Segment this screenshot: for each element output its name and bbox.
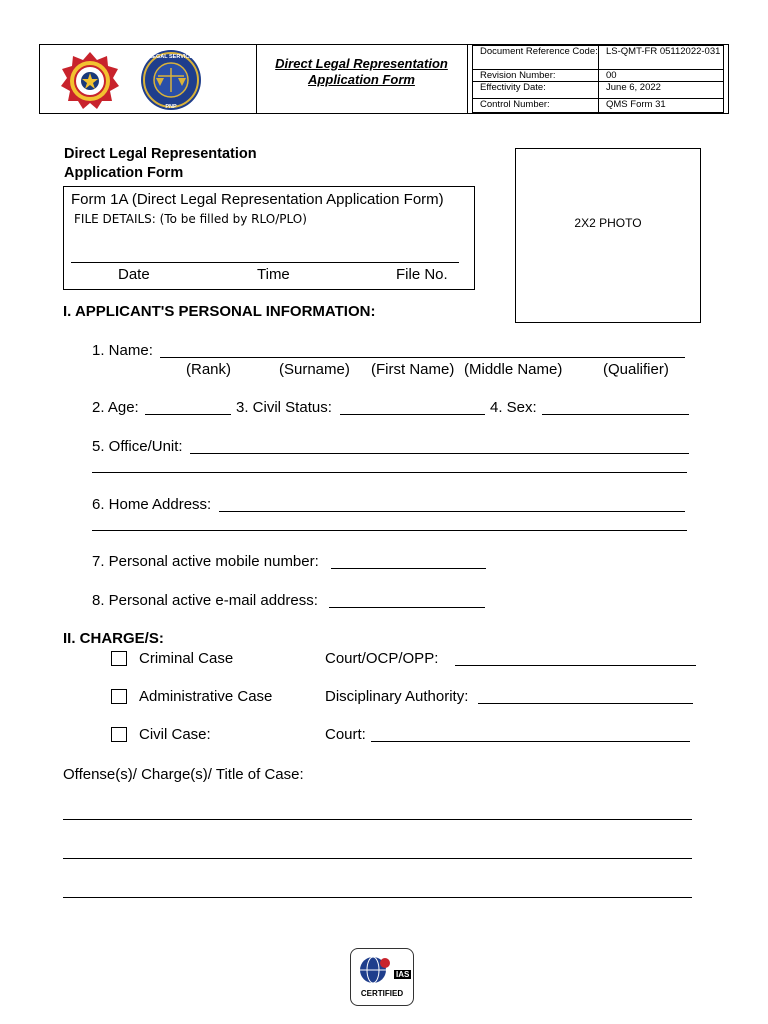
criminal-case-label: Criminal Case bbox=[139, 650, 234, 667]
header-title-line1: Direct Legal Representation bbox=[275, 56, 448, 71]
meta-row bbox=[473, 70, 724, 82]
administrative-case-label: Administrative Case bbox=[139, 688, 273, 705]
email-field[interactable] bbox=[329, 607, 485, 608]
name-middle-caption: (Middle Name) bbox=[464, 361, 563, 378]
file-date-label: Date bbox=[118, 266, 150, 283]
name-surname-caption: (Surname) bbox=[279, 361, 350, 378]
meta-row bbox=[473, 46, 724, 70]
name-rank-caption: (Rank) bbox=[186, 361, 232, 378]
photo-label: 2X2 PHOTO bbox=[574, 216, 642, 230]
section-1-title: I. APPLICANT'S PERSONAL INFORMATION: bbox=[63, 303, 376, 320]
name-field[interactable] bbox=[160, 357, 685, 358]
civil-venue-field[interactable] bbox=[371, 741, 690, 742]
name-qualifier-caption: (Qualifier) bbox=[603, 361, 669, 378]
meta-row bbox=[473, 82, 724, 99]
civil-case-checkbox[interactable] bbox=[111, 727, 127, 742]
civil-status-field[interactable] bbox=[340, 414, 485, 415]
administrative-case-checkbox[interactable] bbox=[111, 689, 127, 704]
meta-label: Control Number: bbox=[473, 99, 599, 113]
form-heading-line2: Application Form bbox=[64, 165, 184, 181]
mobile-number-label: 7. Personal active mobile number: bbox=[92, 553, 319, 570]
logo-text-top: LEGAL SERVICE bbox=[148, 54, 194, 60]
administrative-venue-field[interactable] bbox=[478, 703, 693, 704]
photo-box[interactable] bbox=[515, 148, 701, 323]
offense-field-line2[interactable] bbox=[63, 858, 692, 859]
file-details-blank-line[interactable] bbox=[71, 262, 459, 263]
meta-value: QMS Form 31 bbox=[599, 99, 724, 113]
meta-value: 00 bbox=[599, 70, 724, 82]
meta-label: Document Reference Code: bbox=[473, 46, 599, 70]
name-first-caption: (First Name) bbox=[371, 361, 455, 378]
badge-code: IAS bbox=[396, 970, 410, 979]
home-address-field-line2[interactable] bbox=[92, 530, 687, 531]
document-header bbox=[39, 44, 729, 114]
section-2-title: II. CHARGE/S: bbox=[63, 630, 164, 647]
administrative-venue-label: Disciplinary Authority: bbox=[325, 688, 469, 705]
meta-label: Revision Number: bbox=[473, 70, 599, 82]
logo-text-bottom: PNP bbox=[165, 104, 177, 110]
offense-field-line3[interactable] bbox=[63, 897, 692, 898]
civil-case-label: Civil Case: bbox=[139, 726, 211, 743]
pnp-seal-logo bbox=[60, 51, 120, 111]
meta-value: LS-QMT-FR 05112022-031 bbox=[599, 46, 724, 70]
meta-row bbox=[473, 99, 724, 113]
name-label: 1. Name: bbox=[92, 342, 153, 359]
offense-field-line1[interactable] bbox=[63, 819, 692, 820]
header-title-cell bbox=[256, 45, 468, 113]
badge-certified-text: CERTIFIED bbox=[360, 989, 404, 998]
form-heading-line1: Direct Legal Representation bbox=[64, 146, 257, 162]
office-unit-label: 5. Office/Unit: bbox=[92, 438, 183, 455]
form-1a-label: Form 1A (Direct Legal Representation Application Form) bbox=[71, 191, 444, 208]
office-unit-field-line2[interactable] bbox=[92, 472, 687, 473]
certification-badge bbox=[350, 948, 414, 1006]
criminal-venue-label: Court/OCP/OPP: bbox=[325, 650, 439, 667]
age-label: 2. Age: bbox=[92, 399, 139, 416]
criminal-venue-field[interactable] bbox=[455, 665, 696, 666]
civil-status-label: 3. Civil Status: bbox=[236, 399, 332, 416]
email-label: 8. Personal active e-mail address: bbox=[92, 592, 318, 609]
file-time-label: Time bbox=[257, 266, 290, 283]
file-no-label: File No. bbox=[396, 266, 448, 283]
home-address-label: 6. Home Address: bbox=[92, 496, 212, 513]
meta-label: Effectivity Date: bbox=[473, 82, 599, 99]
home-address-field[interactable] bbox=[219, 511, 685, 512]
meta-value: June 6, 2022 bbox=[599, 82, 724, 99]
mobile-number-field[interactable] bbox=[331, 568, 486, 569]
legal-service-seal-logo bbox=[138, 48, 204, 112]
civil-venue-label: Court: bbox=[325, 726, 366, 743]
file-details-box bbox=[63, 186, 475, 290]
document-meta-table bbox=[472, 45, 724, 113]
office-unit-field[interactable] bbox=[190, 453, 689, 454]
file-details-instruction: FILE DETAILS: (To be filled by RLO/PLO) bbox=[74, 212, 307, 226]
globe-icon bbox=[355, 955, 393, 985]
age-field[interactable] bbox=[145, 414, 231, 415]
sex-field[interactable] bbox=[542, 414, 689, 415]
logo-cell bbox=[40, 45, 257, 113]
offense-label: Offense(s)/ Charge(s)/ Title of Case: bbox=[63, 766, 304, 783]
header-title-line2: Application Form bbox=[308, 72, 415, 87]
criminal-case-checkbox[interactable] bbox=[111, 651, 127, 666]
sex-label: 4. Sex: bbox=[490, 399, 537, 416]
